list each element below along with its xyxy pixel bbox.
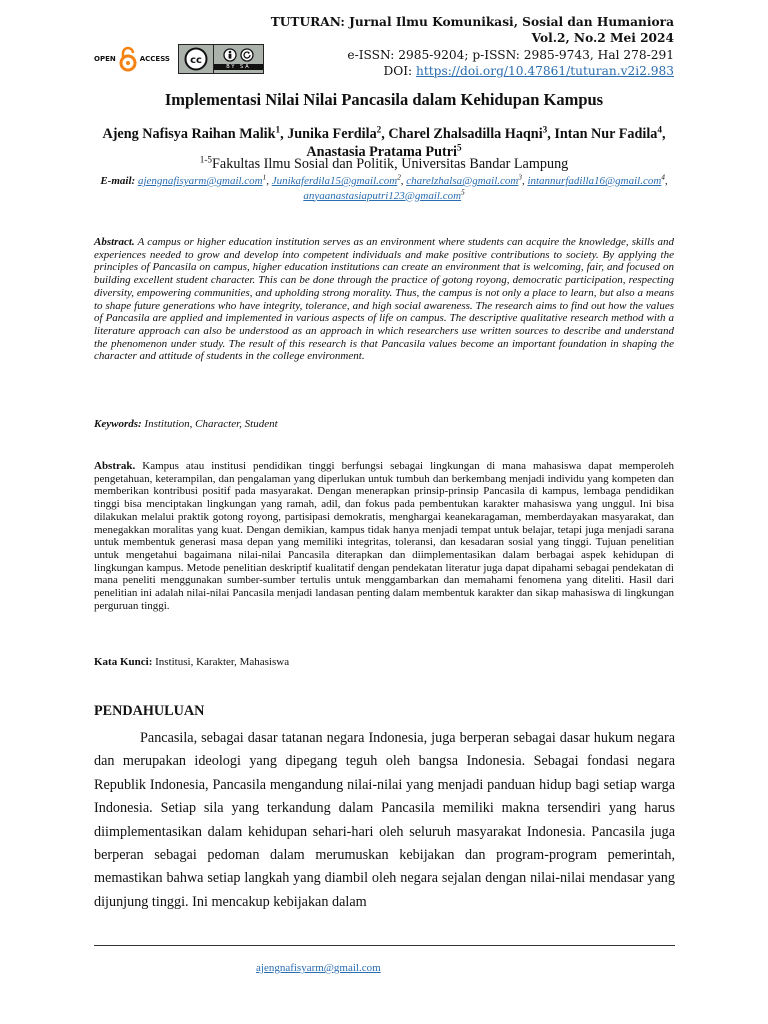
body-paragraph: Pancasila, sebagai dasar tatanan negara Indonesia, juga berperan sebagai dasar hukum negara dan merupakan ideologi yang dipegang teguh oleh bangsa Indonesia. Sebagai fondasi negara Republik Indonesia, Pancasila mengandung nilai-nilai yang menjadi panduan hidup bagi setiap warga Indonesia. Setiap sila yang terkandung dalam Pancasila memiliki makna tersendiri yang harus diimplementasikan dalam kehidupan sehari-hari oleh seluruh masyarakat Indonesia. Pancasila juga berperan sebagai pedoman dalam merumuskan kebijakan dan program-program pemerintah, memastikan bahwa setiap langkah yang diambil oleh negara sejalan dengan nilai-nilai mendasar yang dijunjung tinggi. Ini mencakup kebijakan dalam: [94, 730, 675, 910]
doi-link[interactable]: https://doi.org/10.47861/tuturan.v2i2.983: [416, 63, 674, 78]
journal-name: TUTURAN: Jurnal Ilmu Komunikasi, Sosial dan Humaniora: [270, 15, 674, 29]
journal-volume: Vol.2, No.2 Mei 2024: [531, 31, 674, 46]
abstract-text: A campus or higher education institution serves as an environment where students can acquire the knowledge, skills and experiences needed to grow and develop into competent individuals and make positive contributions to society. By applying the principles of Pancasila on campus, higher education institutions can create an environment that is welcoming, fair, and focused on building excellent student character. This can be done through the practice of gotong royong, democratic participation, respecting diversity, empowering communities, and upholding strong morality. Thus, the campus is not only a place to learn, but also a means to shape future generations who have integrity, tolerance, and high social awareness. The research aims to find out how the values of Pancasila are applied and implemented in various aspects of life on campus. The descriptive qualitative research method with a literature approach can also be understood as an approach in which researchers use written sources to describe and understand the phenomenon under study. The result of this research is that Pancasila values become an important foundation in shaping the character and attitude of students in the college environment.: [94, 236, 674, 363]
email-item: Junikaferdila15@gmail.com$^2$,: [271, 173, 407, 187]
author: Anastasia Pratama Putri$^5$: [306, 142, 462, 160]
journal-doi: DOI: https://doi.org/10.47861/tuturan.v2i2.983: [383, 63, 674, 78]
sa-share-alike-icon: [240, 48, 254, 62]
journal-header: [271, 14, 674, 79]
open-access-lock-icon: [118, 46, 138, 72]
author: Charel Zhalsadilla Haqni$^3$,: [388, 124, 555, 142]
by-attribution-icon: [223, 48, 237, 62]
cc-by-sa-badge: cc BY SA: [178, 44, 264, 74]
abstrak-text: Kampus atau institusi pendidikan tinggi berfungsi sebagai lingkungan di mana mahasiswa dapat memperoleh pengetahuan, keterampilan, dan pengalaman yang diperlukan untuk tumbuh dan berkembang menjadi individu yang kompeten dan memberikan kontribusi positif pada masyarakat. Dengan menerapkan prinsip-prinsip Pancasila di kampus, lembaga pendidikan tinggi bisa menciptakan lingkungan yang ramah, adil, dan fokus pada pembentukan karakter mahasiswa yang unggul. Ini bisa dilakukan melalui praktik gotong royong, partisipasi demokratis, menghargai keanekaragaman, memberdayakan masyarakat, dan menegakkan moralitas yang kuat. Dengan demikian, kampus tidak hanya menjadi tempat untuk belajar, tetapi juga menjadi sarana untuk membentuk generasi masa depan yang memiliki integritas, toleransi, dan kesadaran sosial yang tinggi. Tujuan penelitian untuk mengetahui bagaimana nilai-nilai Pancasila diterapkan dan diimplementasikan dalam berbagai aspek kehidupan di lingkungan kampus. Metode penelitian deskriptif kualitatif dengan pendekatan literatur juga dapat dipahami sebagai pendekatan di mana peneliti menggunakan sumber-sumber tertulis untuk menggambarkan dan memahami fenomena yang diteliti. Hasil dari penelitian ini adalah nilai-nilai Pancasila menjadi landasan penting dalam membentuk karakter dan sikap mahasiswa di lingkungan perguruan tinggi.: [94, 460, 674, 612]
section-heading: PENDAHULUAN: [94, 703, 205, 719]
footer-email-link[interactable]: ajengnafisyarm@gmail.com: [256, 962, 381, 974]
paper-title: Implementasi Nilai Nilai Pancasila dalam Kehidupan Kampus: [164, 90, 604, 109]
author: Junika Ferdila$^2$,: [287, 124, 389, 142]
open-access-logo: OPEN ACCESS: [94, 46, 170, 72]
author: Ajeng Nafisya Raihan Malik$^1$,: [102, 124, 288, 142]
abstract-indonesian: [94, 460, 674, 612]
email-item: ajengnafisyarm@gmail.com$^1$,: [137, 173, 272, 187]
footer-divider: [94, 945, 675, 946]
cc-icon: [184, 47, 208, 71]
license-logos: [94, 44, 264, 74]
svg-text:cc: cc: [190, 55, 202, 66]
abstract-english: [94, 236, 674, 363]
email-item: intannurfadilla16@gmail.com$^4$,: [527, 173, 668, 187]
abstract-label: Abstract.: [94, 236, 135, 248]
keywords-indonesian: Kata Kunci: Institusi, Karakter, Mahasiswa: [94, 656, 290, 668]
email-list: [94, 174, 674, 203]
email-item: charelzhalsa@gmail.com$^3$,: [406, 173, 528, 187]
author: Intan Nur Fadila$^4$,: [554, 124, 666, 142]
affiliation: $^{1-5}$Fakultas Ilmu Sosial dan Politik, Universitas Bandar Lampung: [199, 154, 569, 172]
journal-issn: e-ISSN: 2985-9204; p-ISSN: 2985-9743, Hal 278-291: [347, 47, 674, 62]
abstrak-label: Abstrak.: [94, 460, 136, 472]
email-item: anyaanastasiaputri123@gmail.com$^5$: [303, 187, 465, 202]
email-label: E-mail:: [100, 175, 138, 187]
keywords-english: Keywords: Institution, Character, Student: [94, 418, 278, 430]
